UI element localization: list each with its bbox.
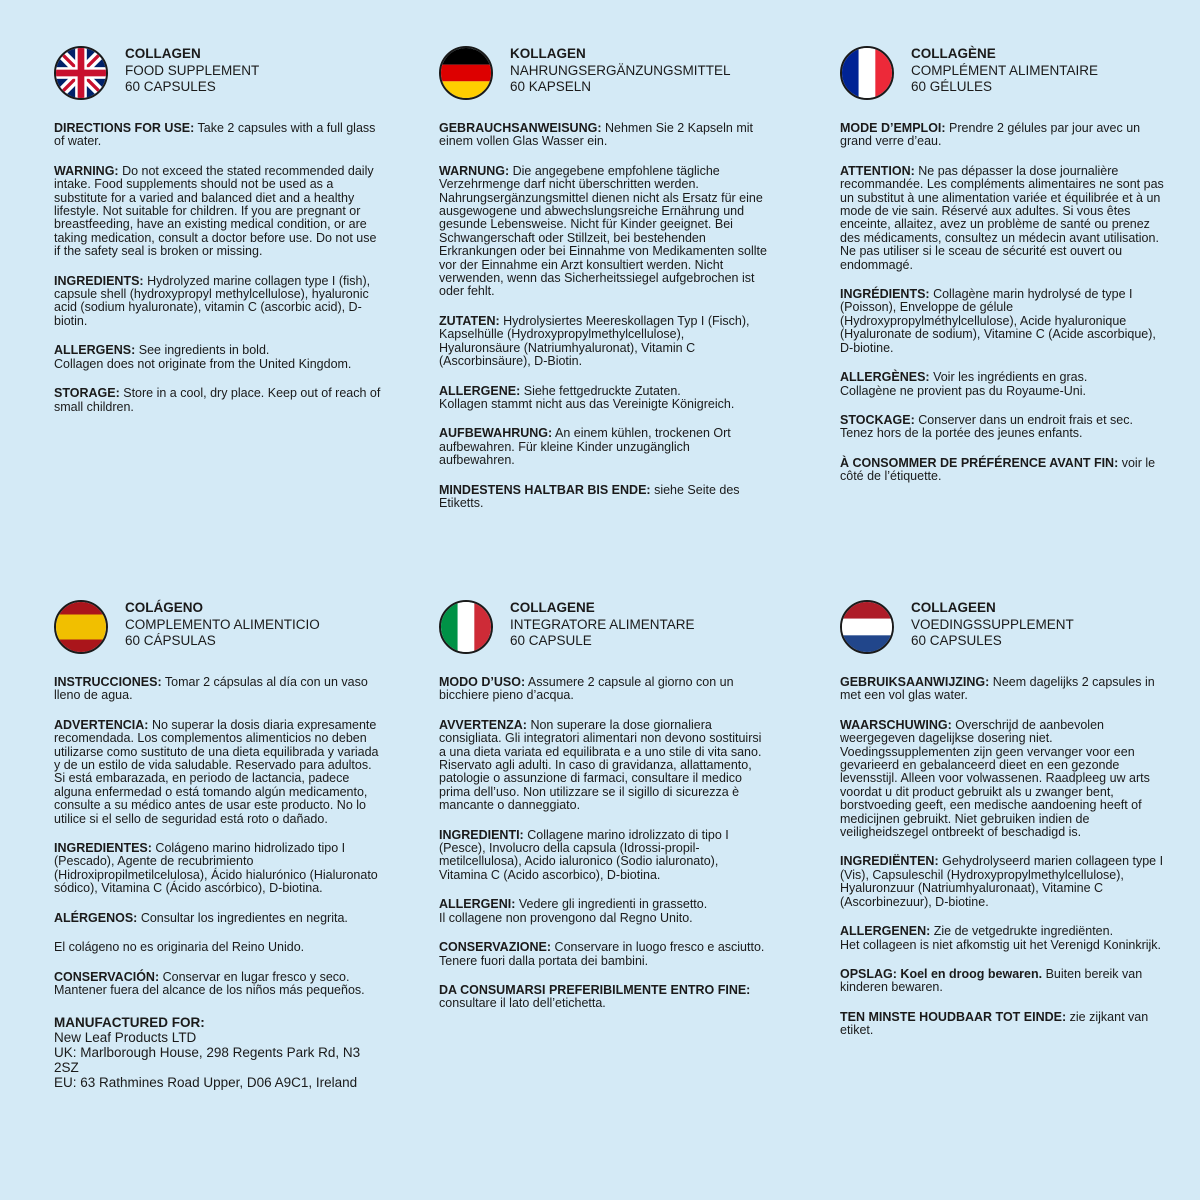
product-name: KOLLAGEN	[510, 46, 586, 61]
warning-section	[54, 719, 384, 826]
best-before-section	[840, 1011, 1170, 1038]
product-name: COLLAGÈNE	[911, 46, 996, 61]
storage-text: Conserver dans un endroit frais et sec. Tenez hors de la portée des jeunes enfants.	[840, 412, 1133, 441]
ingredients-label: ZUTATEN:	[439, 313, 500, 328]
france-flag-icon	[840, 46, 894, 100]
product-count: 60 CAPSULES	[125, 79, 216, 94]
warning-label: WARNUNG:	[439, 163, 510, 178]
allergens-text: Zie de vetgedrukte ingrediënten.	[933, 924, 1114, 939]
best-before-section	[439, 984, 769, 1011]
ingredients-text: Colágeno marino hidrolizado tipo I (Pescado), Agente de recubrimiento (Hidroxipropilmetilcelulosa), Ácido hialurónico (Hialuronato sódico), Vitamina C (Ácido ascórbico), D-biotina.	[54, 841, 378, 896]
storage-label: CONSERVACIÓN:	[54, 969, 160, 984]
allergens-label: ALÉRGENOS:	[54, 910, 138, 925]
product-subtitle: VOEDINGSSUPPLEMENT	[911, 616, 1074, 632]
allergens-section	[840, 371, 1170, 398]
ingredients-section	[439, 829, 769, 883]
warning-label: ADVERTENCIA:	[54, 717, 149, 732]
product-name: COLÁGENO	[125, 600, 204, 615]
product-subtitle: FOOD SUPPLEMENT	[125, 62, 260, 78]
best-before-label: À CONSOMMER DE PRÉFÉRENCE AVANT FIN:	[840, 455, 1119, 470]
panel-it	[439, 600, 769, 1027]
allergens-note: Collagène ne provient pas du Royaume-Uni.	[840, 383, 1086, 398]
ingredients-label: INGREDIENTS:	[54, 273, 144, 288]
ingredients-label: INGRÉDIENTS:	[840, 287, 930, 302]
best-before-label: MINDESTENS HALTBAR BIS ENDE:	[439, 482, 651, 497]
allergens-label: ALLERGÈNES:	[840, 370, 930, 385]
product-name: COLLAGENE	[510, 600, 595, 615]
warning-section	[439, 165, 769, 299]
allergens-note: Het collageen is niet afkomstig uit het Verenigd Koninkrijk.	[840, 937, 1162, 952]
panel-nl	[840, 600, 1170, 1054]
product-count: 60 CAPSULE	[510, 633, 592, 648]
warning-text: Do not exceed the stated recommended daily intake. Food supplements should not be used as a substitute for a varied and balanced diet and a healthy lifestyle. Not suitable for children. If you are pregnant or breastfeeding, have an existing medical condition, or are taking medication, consult a doctor before use. Do not use if the safety seal is broken or missing.	[54, 163, 377, 259]
panel-header	[439, 46, 769, 114]
directions-label: GEBRUIKSAANWIJZING:	[840, 675, 990, 689]
best-before-text: consultare il lato dell’etichetta.	[439, 996, 606, 1011]
storage-text: An einem kühlen, trockenen Ort aufbewahren. Für kleine Kinder unzugänglich aufbewahren.	[439, 426, 731, 468]
product-subtitle: COMPLÉMENT ALIMENTAIRE	[911, 62, 1099, 78]
warning-section	[439, 719, 769, 813]
warning-section	[840, 719, 1170, 840]
allergens-section	[439, 898, 769, 925]
storage-section	[439, 941, 769, 968]
best-before-section	[439, 484, 769, 511]
storage-section	[840, 414, 1170, 441]
allergens-section	[54, 344, 384, 371]
manufacturer-label: MANUFACTURED FOR:	[54, 1015, 205, 1031]
allergens-note: El colágeno no es originaria del Reino Unido.	[54, 940, 305, 955]
ingredients-text: Hydrolyzed marine collagen type I (fish), capsule shell (hydroxypropyl methylcellulose), hyaluronic acid (sodium hyaluronate), vitamin C (ascorbic acid), D-biotin.	[54, 273, 371, 328]
panel-fr	[840, 46, 1170, 500]
storage-label: STORAGE:	[54, 386, 120, 401]
netherlands-flag-icon	[840, 600, 894, 654]
manufacturer-line: UK: Marlborough House, 298 Regents Park Rd, N3 2SZ	[54, 1045, 361, 1076]
ingredients-text: Gehydrolyseerd marien collageen type I (Vis), Capsuleschil (Hydroxypropylmethylcellulose), Hyaluronzuur (Natriumhyaluronaat), Vitamine C (Ascorbinezuur), D-biotine.	[840, 854, 1164, 909]
best-before-label: TEN MINSTE HOUDBAAR TOT EINDE:	[840, 1009, 1067, 1024]
directions-text: Prendre 2 gélules par jour avec un grand verre d’eau.	[840, 121, 1141, 149]
storage-text: Buiten bereik van kinderen bewaren.	[840, 966, 1143, 995]
panel-header	[439, 600, 769, 668]
allergens-text: Voir les ingrédients en gras.	[933, 370, 1088, 385]
uk-flag-icon	[54, 46, 108, 100]
warning-text: Non superare la dose giornaliera consigliata. Gli integratori alimentari non devono sostituirsi a una dieta variata ed equilibrata e a uno stile di vita sano. Riservato agli adulti. In caso di gravidanza, allattamento, patologie o assunzione di farmaci, consultare il medico prima dell’uso. Non utilizzare se il sigillo di sicurezza è mancante o danneggiato.	[439, 717, 762, 813]
directions-label: DIRECTIONS FOR USE:	[54, 121, 195, 135]
storage-section	[54, 971, 384, 998]
panel-de	[439, 46, 769, 526]
ingredients-section	[54, 275, 384, 329]
warning-text: Overschrijd de aanbevolen weergegeven dagelijkse dosering niet. Voedingssupplementen zijn geen vervanger voor een gevarieerd en gebalanceerd dieet en een gezonde levensstijl. Alleen voor volwassenen. Raadpleeg uw arts voordat u dit product gebruikt als u zwanger bent, borstvoeding geeft, een medische aandoening heeft of medicijnen gebruikt. Niet gebruiken indien de veiligheidszegel ontbreekt of beschadigd is.	[840, 717, 1150, 840]
warning-label: WAARSCHUWING:	[840, 717, 952, 732]
panel-header	[54, 600, 384, 668]
warning-text: No superar la dosis diaria expresamente recomendada. Los complementos alimenticios no deben utilizarse como sustituto de una dieta equilibrada y variada y de un estilo de vida saludable. Reservado para adultos. Si está embarazada, en periodo de lactancia, padece alguna enfermedad o está tomando algún medicamento, consulte a su médico antes de usar este producto. No lo utilice si el sello de seguridad está roto o dañado.	[54, 717, 379, 826]
storage-label: OPSLAG: Koel en droog bewaren.	[840, 966, 1043, 981]
storage-label: AUFBEWAHRUNG:	[439, 426, 553, 441]
allergens-section	[54, 912, 384, 925]
directions-section	[54, 122, 384, 149]
storage-section	[840, 968, 1170, 995]
directions-section	[54, 676, 384, 703]
ingredients-label: INGREDIËNTEN:	[840, 854, 939, 869]
ingredients-text: Hydrolysiertes Meereskollagen Typ I (Fisch), Kapselhülle (Hydroxypropylmethylcellulose), Hyaluronsäure (Natriumhyaluronat), Vitamin C (Ascorbinsäure), D-Biotin.	[439, 313, 750, 369]
storage-text: Conservare in luogo fresco e asciutto. Tenere fuori dalla portata dei bambini.	[439, 940, 765, 968]
directions-text: Take 2 capsules with a full glass of water.	[54, 121, 376, 149]
ingredients-section	[439, 315, 769, 369]
manufacturer-line: New Leaf Products LTD	[54, 1030, 197, 1046]
allergens-note: Collagen does not originate from the United Kingdom.	[54, 356, 352, 371]
product-count: 60 CAPSULES	[911, 633, 1002, 648]
product-count: 60 GÉLULES	[911, 79, 993, 94]
best-before-section	[840, 457, 1170, 484]
warning-text: Ne pas dépasser la dose journalière recommandée. Les compléments alimentaires ne sont pas un substitut à une alimentation variée et équilibrée et à un mode de vie sain. Réservé aux adultes. Si vous êtes enceinte, allaitez, avez un problème de santé ou prenez des médicaments, consultez un médecin avant utilisation. Ne pas utiliser si le sceau de sécurité est ouvert ou endommagé.	[840, 163, 1164, 272]
directions-text: Nehmen Sie 2 Kapseln mit einem vollen Glas Wasser ein.	[439, 121, 753, 149]
allergens-text: Consultar los ingredientes en negrita.	[140, 910, 348, 925]
ingredients-section	[840, 855, 1170, 909]
directions-text: Neem dagelijks 2 capsules in met een vol glas water.	[840, 675, 1155, 703]
directions-section	[439, 122, 769, 149]
ingredients-section	[54, 842, 384, 896]
allergens-label: ALLERGENI:	[439, 897, 516, 912]
warning-label: AVVERTENZA:	[439, 717, 527, 732]
storage-label: STOCKAGE:	[840, 412, 915, 427]
italy-flag-icon	[439, 600, 493, 654]
panel-header	[54, 46, 384, 114]
ingredients-text: Collagene marino idrolizzato di tipo I (Pesce), Involucro della capsula (Idrossi-propil-metilcellulosa), Acido ialuronico (Sodio ialuronato), Vitamina C (Acido ascorbico), D-biotina.	[439, 827, 729, 882]
manufacturer-block	[54, 1015, 384, 1090]
panel-header	[840, 46, 1170, 114]
product-count: 60 CÁPSULAS	[125, 633, 216, 648]
spain-flag-icon	[54, 600, 108, 654]
product-count: 60 KAPSELN	[510, 79, 592, 94]
storage-text: Store in a cool, dry place. Keep out of reach of small children.	[54, 386, 381, 414]
directions-section	[439, 676, 769, 703]
best-before-text: voir le côté de l’étiquette.	[840, 455, 1156, 484]
allergens-text: Vedere gli ingredienti in grassetto.	[518, 897, 708, 912]
product-name: COLLAGEEN	[911, 600, 996, 615]
product-subtitle: INTEGRATORE ALIMENTARE	[510, 616, 695, 632]
panel-es	[54, 600, 384, 1090]
product-name: COLLAGEN	[125, 46, 201, 61]
directions-label: INSTRUCCIONES:	[54, 675, 162, 689]
warning-text: Die angegebene empfohlene tägliche Verzehrmenge darf nicht überschritten werden. Nahrungsergänzungsmittel dienen nicht als Ersatz für eine ausgewogene und abwechslungsreiche Ernährung und gesunde Lebensweise. Nicht für Kinder geeignet. Bei Schwangerschaft oder Stillzeit, bei bestehenden Erkrankungen oder bei Einnahme von Medikamenten sollte vor der Einnahme ein Arzt konsultiert werden. Nicht verwenden, wenn das Sicherheitssiegel aufgebrochen ist oder fehlt.	[439, 163, 767, 299]
allergens-text: See ingredients in bold.	[138, 343, 270, 358]
storage-text: Conservar en lugar fresco y seco. Mantener fuera del alcance de los niños más pequeños.	[54, 969, 365, 997]
storage-section	[54, 387, 384, 414]
best-before-label: DA CONSUMARSI PREFERIBILMENTE ENTRO FINE:	[439, 982, 751, 997]
warning-section	[840, 165, 1170, 272]
directions-text: Tomar 2 cápsulas al día con un vaso lleno de agua.	[54, 675, 368, 703]
directions-label: MODO D’USO:	[439, 675, 526, 689]
directions-label: GEBRAUCHSANWEISUNG:	[439, 121, 602, 135]
directions-label: MODE D’EMPLOI:	[840, 121, 946, 135]
ingredients-label: INGREDIENTES:	[54, 841, 152, 856]
warning-label: ATTENTION:	[840, 163, 915, 178]
panel-header	[840, 600, 1170, 668]
product-subtitle: COMPLEMENTO ALIMENTICIO	[125, 616, 320, 632]
allergens-label: ALLERGENE:	[439, 383, 521, 398]
allergens-section	[840, 925, 1170, 952]
directions-section	[840, 676, 1170, 703]
storage-label: CONSERVAZIONE:	[439, 940, 552, 955]
ingredients-text: Collagène marin hydrolysé de type I (Poisson), Enveloppe de gélule (Hydroxypropylméthylcellulose), Acide hyaluronique (Hyaluronate de sodium), Vitamine C (Acide ascorbique), D-biotine.	[840, 287, 1156, 355]
allergens-text: Siehe fettgedruckte Zutaten.	[523, 383, 681, 398]
directions-text: Assumere 2 capsule al giorno con un bicchiere pieno d’acqua.	[439, 675, 734, 703]
allergens-note: Il collagene non provengono dal Regno Unito.	[439, 910, 693, 925]
germany-flag-icon	[439, 46, 493, 100]
allergens-label: ALLERGENEN:	[840, 924, 931, 939]
ingredients-label: INGREDIENTI:	[439, 827, 524, 842]
ingredients-section	[840, 288, 1170, 355]
warning-section	[54, 165, 384, 259]
directions-section	[840, 122, 1170, 149]
allergens-label: ALLERGENS:	[54, 343, 136, 358]
allergens-note: Kollagen stammt nicht aus das Vereinigte Königreich.	[439, 396, 735, 411]
best-before-text: siehe Seite des Etiketts.	[439, 482, 740, 510]
best-before-text: zie zijkant van etiket.	[840, 1009, 1149, 1038]
allergens-section	[439, 385, 769, 412]
manufacturer-line: EU: 63 Rathmines Road Upper, D06 A9C1, Ireland	[54, 1075, 358, 1091]
panel-en	[54, 46, 384, 430]
storage-section	[439, 427, 769, 467]
warning-label: WARNING:	[54, 163, 119, 178]
product-subtitle: NAHRUNGSERGÄNZUNGSMITTEL	[510, 62, 731, 78]
